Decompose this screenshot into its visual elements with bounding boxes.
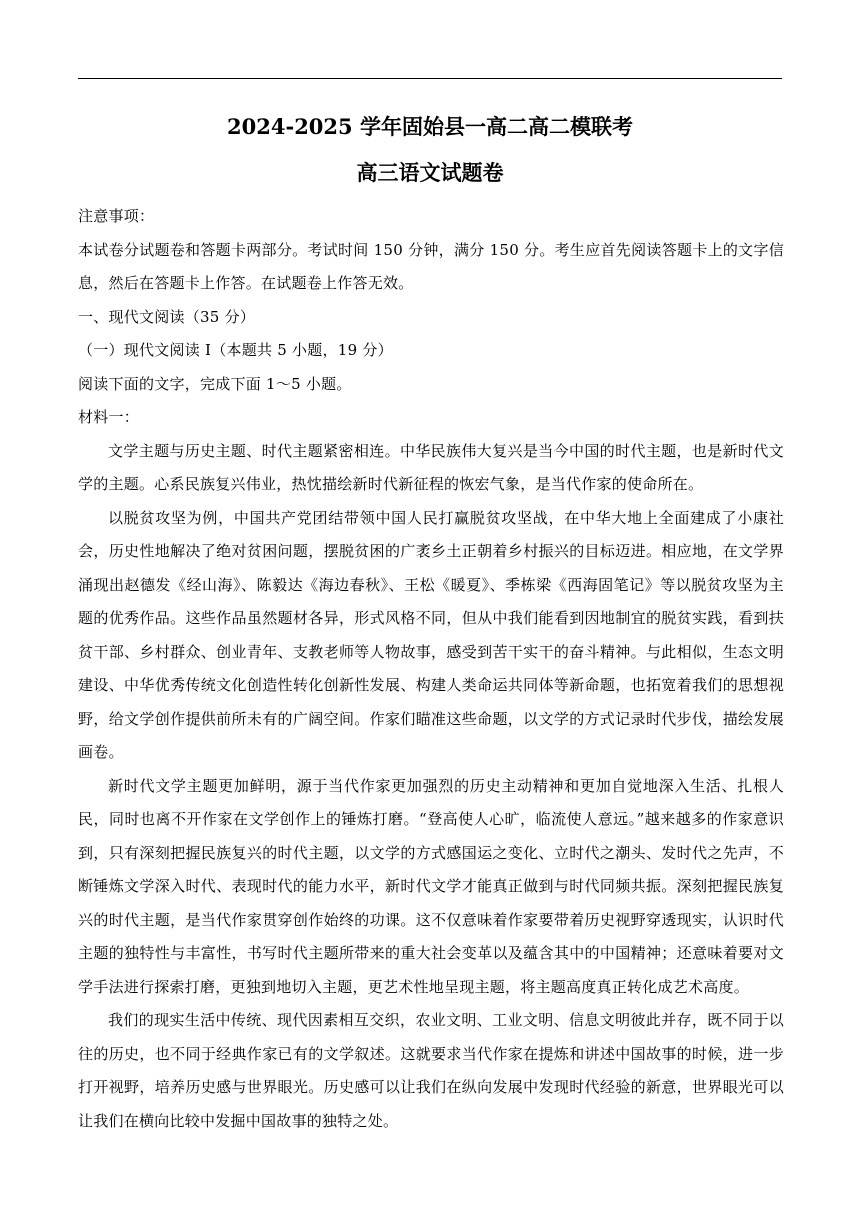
reading-prompt: 阅读下面的文字，完成下面 1～5 小题。 [78,374,352,393]
header-rule [78,78,782,79]
instructions-heading: 注意事项： [78,207,155,225]
exam-body [78,200,784,1138]
material-paragraph: 新时代文学主题更加鲜明，源于当代作家更加强烈的历史主动精神和更加自觉地深入生活、扎根人民，同时也离不开作家在文学创作上的锤炼打磨。“登高使人心旷，临流使人意远。”越来越多的作家意识到，只有深刻把握民族复兴的时代主题，以文学的方式感国运之变化、立时代之潮头、发时代之先声，不断锤炼文学深入时代、表现时代的能力水平，新时代文学才能真正做到与时代同频共振。深刻把握民族复兴的时代主题，是当代作家贯穿创作始终的功课。这不仅意味着作家要带着历史视野穿透现实，认识时代主题的独特性与丰富性，书写时代主题所带来的重大社会变革以及蕴含其中的中国精神；还意味着要对文学手法进行探索打磨，更独到地切入主题，更艺术性地呈现主题，将主题高度真正转化成艺术高度。 [78,776,784,996]
material-paragraph: 文学主题与历史主题、时代主题紧密相连。中华民族伟大复兴是当今中国的时代主题，也是新时代文学的主题。心系民族复兴伟业，热忱描绘新时代新征程的恢宏气象，是当代作家的使命所在。 [78,441,784,493]
material-label: 材料一： [78,408,140,426]
exam-subtitle: 高三语文试题卷 [356,160,504,185]
material-paragraph: 以脱贫攻坚为例，中国共产党团结带领中国人民打赢脱贫攻坚战，在中华大地上全面建成了小康社会，历史性地解决了绝对贫困问题，摆脱贫困的广袤乡土正朝着乡村振兴的目标迈进。相应地，在文学界涌现出赵德发《经山海》、陈毅达《海边春秋》、王松《暖夏》、季栋梁《西海固笔记》等以脱贫攻坚为主题的优秀作品。这些作品虽然题材各异，形式风格不同，但从中我们能看到因地制宜的脱贫实践，看到扶贫干部、乡村群众、创业青年、支教老师等人物故事，感受到苦干实干的奋斗精神。与此相似，生态文明建设、中华优秀传统文化创造性转化创新性发展、构建人类命运共同体等新命题，也拓宽着我们的思想视野，给文学创作提供前所未有的广阔空间。作家们瞄准这些命题，以文学的方式记录时代步伐，描绘发展画卷。 [78,508,784,761]
section-heading: 一、现代文阅读（35 分） [78,307,256,326]
material-paragraph: 我们的现实生活中传统、现代因素相互交织，农业文明、工业文明、信息文明彼此并存，既不同于以往的历史，也不同于经典作家已有的文学叙述。这就要求当代作家在提炼和讲述中国故事的时候，进一步打开视野，培养历史感与世界眼光。历史感可以让我们在纵向发展中发现时代经验的新意，世界眼光可以让我们在横向比较中发掘中国故事的独特之处。 [78,1011,784,1130]
exam-title: 2024-2025 学年固始县一高二高二模联考 [227,114,633,139]
section-subheading: （一）现代文阅读 I（本题共 5 小题，19 分） [78,341,393,359]
instructions-text: 本试卷分试题卷和答题卡两部分。考试时间 150 分钟，满分 150 分。考生应首先阅读答题卡上的文字信息，然后在答题卡上作答。在试题卷上作答无效。 [78,240,784,292]
